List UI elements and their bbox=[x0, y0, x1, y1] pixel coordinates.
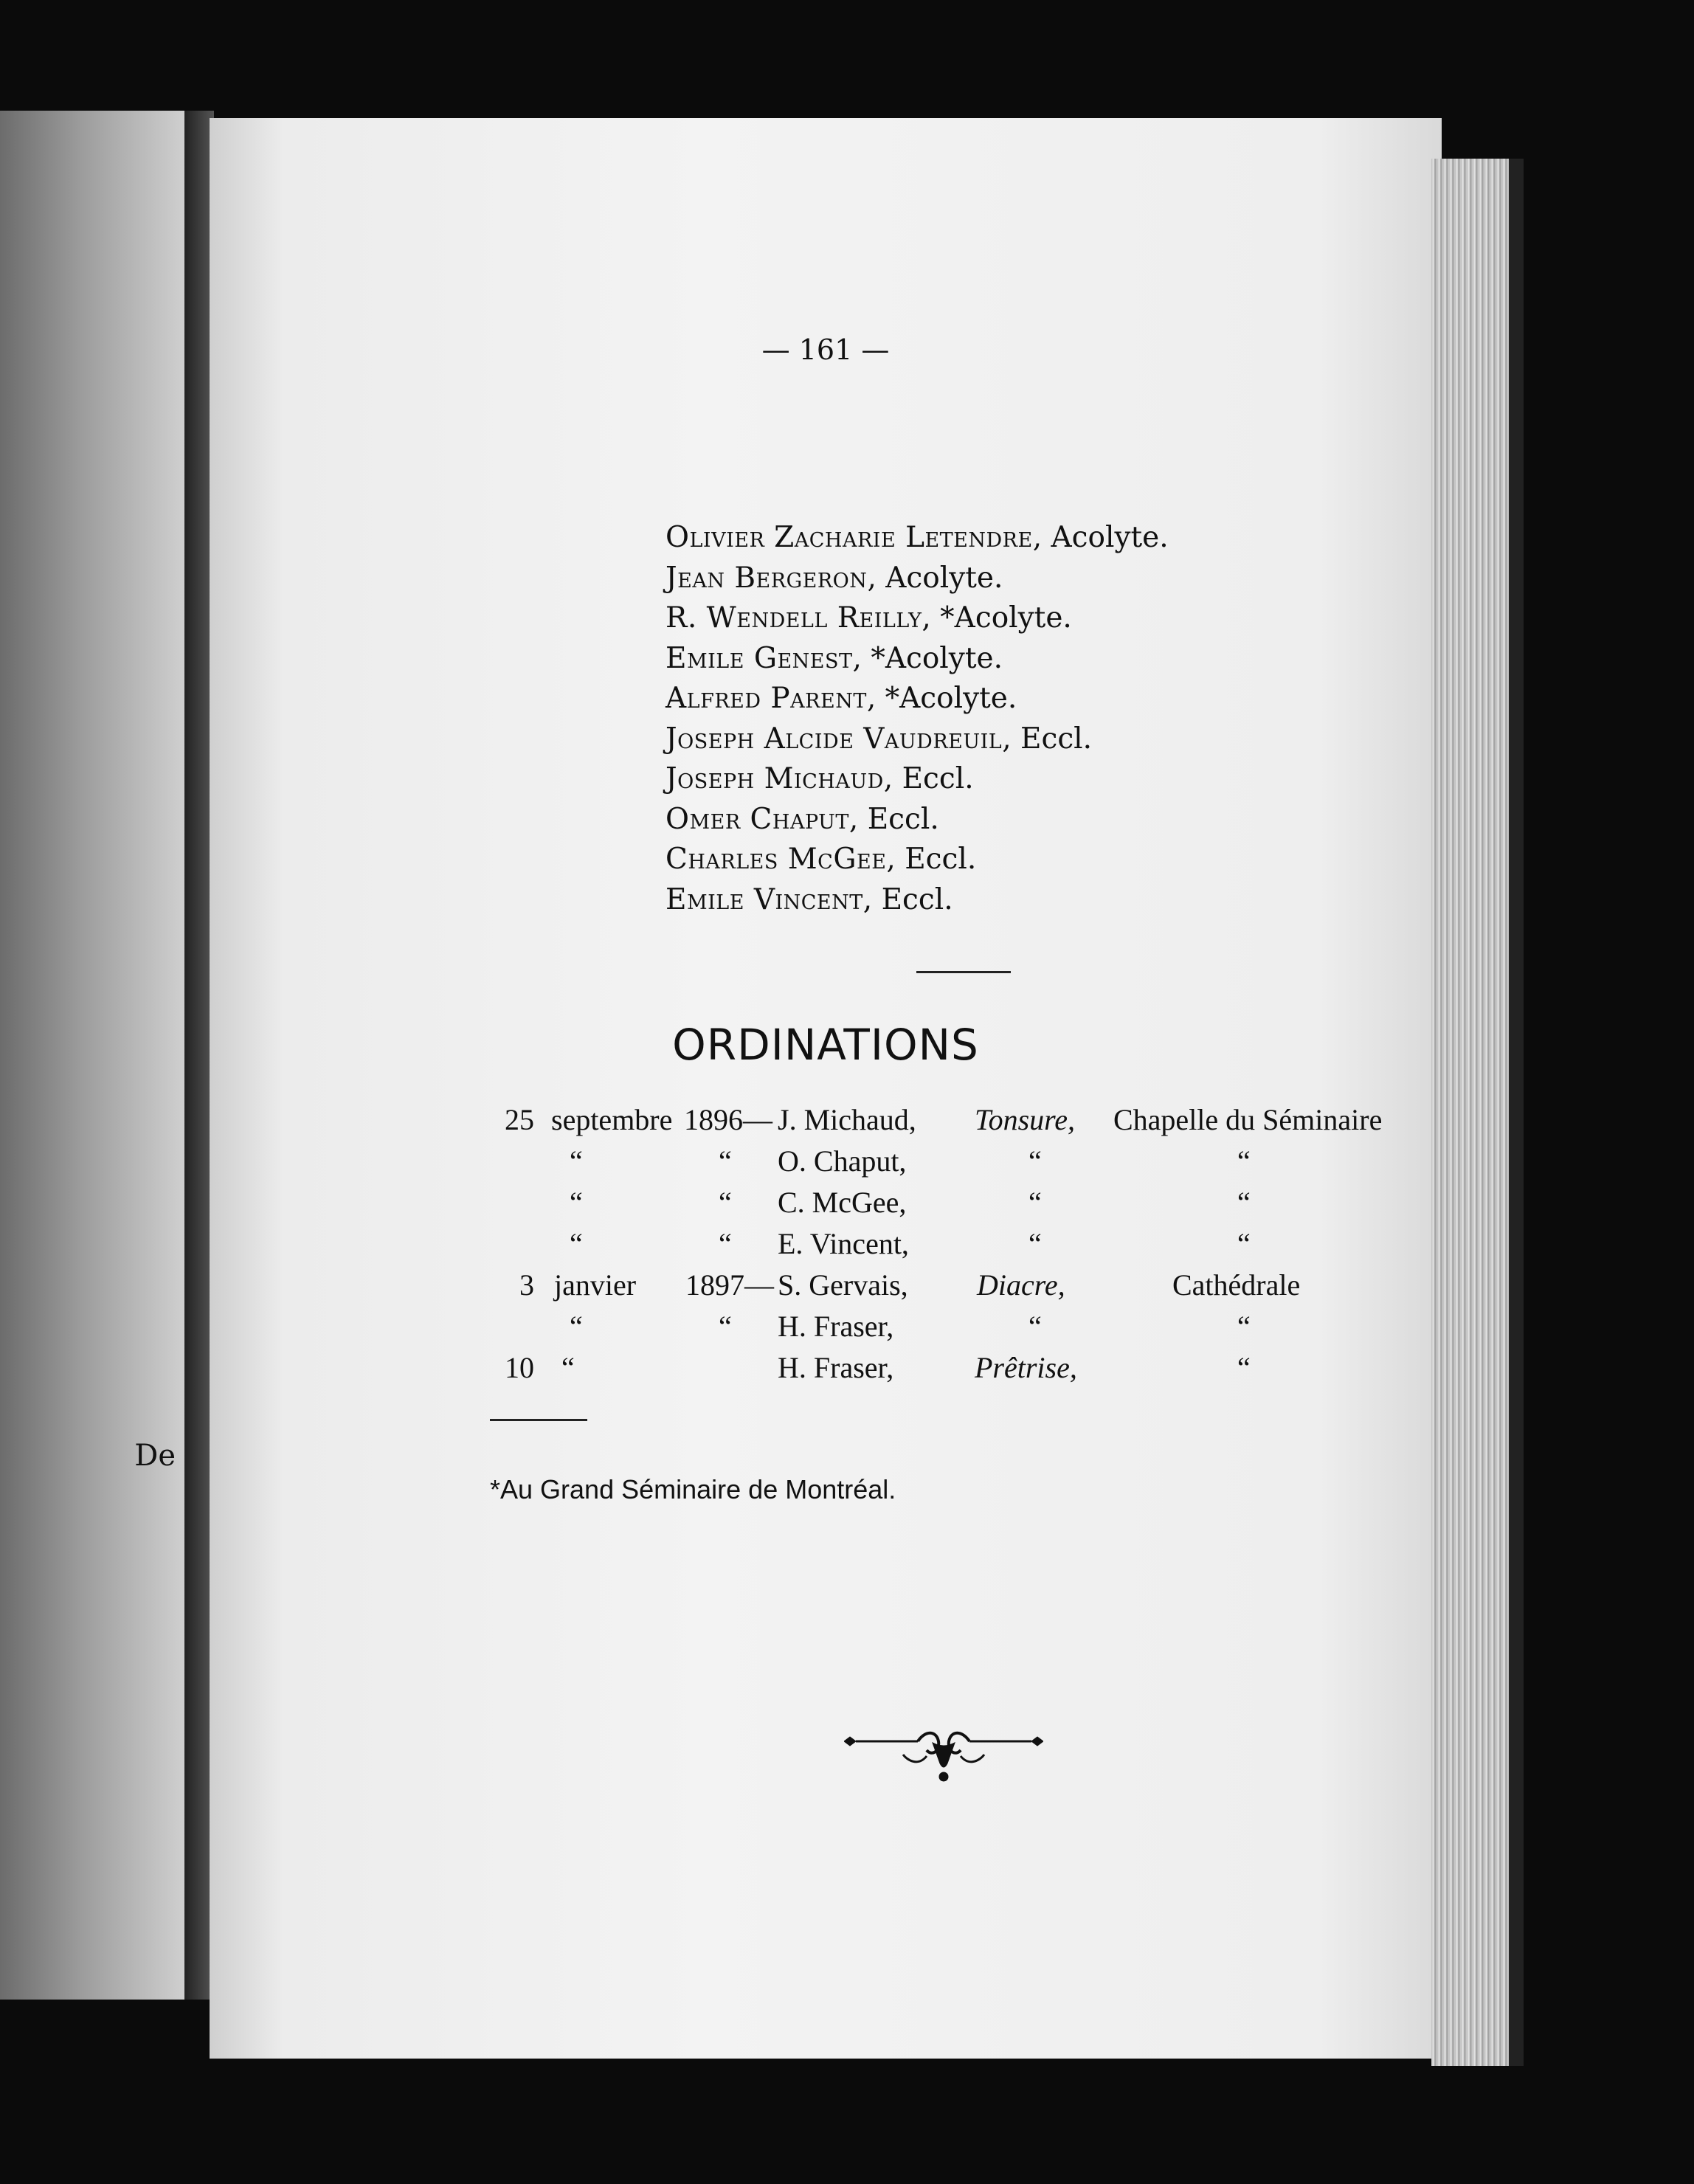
name-entry bbox=[666, 880, 1169, 921]
ordination-month: “ bbox=[570, 1227, 583, 1260]
footnote-rule bbox=[490, 1419, 587, 1421]
person-role: , Acolyte. bbox=[867, 561, 1003, 595]
ornament-icon bbox=[844, 1727, 1043, 1786]
ordination-type: Prêtrise, bbox=[975, 1351, 1077, 1384]
name-entry bbox=[666, 759, 1169, 800]
ordination-year: 1896— bbox=[684, 1103, 772, 1136]
name-entry bbox=[666, 719, 1169, 760]
ordination-type: “ bbox=[1028, 1144, 1042, 1178]
ordination-day: 3 bbox=[519, 1268, 534, 1302]
person-role: , *Acolyte. bbox=[866, 682, 1017, 715]
ordination-place: “ bbox=[1237, 1227, 1251, 1260]
person-role: , Acolyte. bbox=[1032, 521, 1169, 554]
ordination-place: “ bbox=[1237, 1310, 1251, 1343]
person-role: , Eccl. bbox=[1002, 722, 1093, 756]
section-divider bbox=[916, 971, 1011, 973]
ordination-place: “ bbox=[1237, 1351, 1251, 1384]
person-role: , Eccl. bbox=[886, 843, 977, 876]
name-entry bbox=[666, 559, 1169, 599]
name-entry bbox=[666, 598, 1169, 639]
person-name: R. Wendell Reilly bbox=[666, 601, 922, 635]
ordination-place: Cathédrale bbox=[1172, 1268, 1301, 1302]
ordination-year: “ bbox=[719, 1144, 732, 1178]
page-number: — 161 — bbox=[761, 334, 890, 366]
name-entry bbox=[666, 679, 1169, 719]
ordination-day: 25 bbox=[505, 1103, 534, 1136]
person-name: Omer Chaput bbox=[666, 802, 849, 836]
page-edges-shadow bbox=[1509, 159, 1524, 2066]
person-name: Alfred Parent bbox=[666, 682, 867, 715]
ordination-month: janvier bbox=[554, 1268, 637, 1302]
ordination-place: “ bbox=[1237, 1144, 1251, 1178]
ordination-month: “ bbox=[570, 1144, 583, 1178]
ordination-day: 10 bbox=[505, 1351, 534, 1384]
names-list bbox=[666, 518, 1169, 920]
ordination-name: H. Fraser, bbox=[778, 1351, 894, 1384]
ordination-type: Diacre, bbox=[977, 1268, 1065, 1302]
name-entry bbox=[666, 518, 1169, 559]
ordination-name: S. Gervais, bbox=[778, 1268, 908, 1302]
ordination-type: “ bbox=[1028, 1186, 1042, 1219]
ordination-year: “ bbox=[719, 1310, 732, 1343]
name-entry bbox=[666, 800, 1169, 840]
left-page bbox=[0, 111, 198, 2000]
ordination-type: “ bbox=[1028, 1310, 1042, 1343]
ordination-year: “ bbox=[719, 1186, 732, 1219]
ordination-month: “ bbox=[570, 1186, 583, 1219]
name-entry bbox=[666, 639, 1169, 680]
ordination-name: C. McGee, bbox=[778, 1186, 907, 1219]
book-page bbox=[210, 118, 1442, 2059]
left-page-fragment: De bbox=[134, 1439, 176, 1473]
ordination-month: septembre bbox=[551, 1103, 673, 1136]
person-role: , Eccl. bbox=[862, 882, 953, 916]
ordination-name: O. Chaput, bbox=[778, 1144, 907, 1178]
person-name: Emile Genest bbox=[666, 641, 853, 675]
ordination-type: Tonsure, bbox=[975, 1103, 1075, 1136]
footnote: *Au Grand Séminaire de Montréal. bbox=[490, 1474, 896, 1504]
ordination-year: 1897— bbox=[685, 1268, 774, 1302]
page-edges bbox=[1431, 159, 1512, 2066]
name-entry bbox=[666, 840, 1169, 880]
ordinations-heading: ORDINATIONS bbox=[672, 1020, 979, 1070]
ordination-month: “ bbox=[570, 1310, 583, 1343]
ordination-month: “ bbox=[561, 1351, 575, 1384]
person-name: Charles McGee bbox=[666, 843, 887, 876]
person-name: Joseph Michaud bbox=[666, 762, 884, 795]
person-role: , *Acolyte. bbox=[922, 601, 1072, 635]
ordination-name: J. Michaud, bbox=[778, 1103, 916, 1136]
person-role: , *Acolyte. bbox=[852, 641, 1003, 675]
ordination-year: “ bbox=[719, 1227, 732, 1260]
ordination-place: Chapelle du Séminaire bbox=[1113, 1103, 1383, 1136]
person-name: Olivier Zacharie Letendre bbox=[666, 521, 1033, 554]
person-name: Joseph Alcide Vaudreuil bbox=[666, 722, 1003, 756]
person-role: , Eccl. bbox=[848, 802, 939, 836]
person-name: Emile Vincent bbox=[666, 882, 863, 916]
person-role: , Eccl. bbox=[883, 762, 974, 795]
ordination-name: E. Vincent, bbox=[778, 1227, 909, 1260]
ordination-type: “ bbox=[1028, 1227, 1042, 1260]
ordination-place: “ bbox=[1237, 1186, 1251, 1219]
person-name: Jean Bergeron bbox=[666, 561, 868, 595]
ordination-name: H. Fraser, bbox=[778, 1310, 894, 1343]
